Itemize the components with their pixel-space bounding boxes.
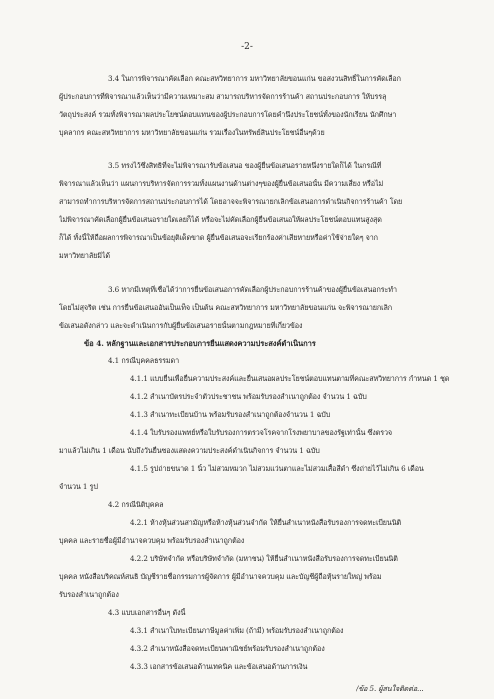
paragraph-line: ผู้ประกอบการที่พิจารณาแล้วเห็นว่ามีความเหมาะสม สามารถบริหารจัดการร้านค้า สถานประกอบการ ให้บรรลุ xyxy=(59,92,387,101)
paragraph-line: ก็ได้ ทั้งนี้ให้ถือผลการพิจารณาเป็นข้อยุติเด็ดขาด ผู้ยื่นข้อเสนอจะเรียกร้องค่าเสียหายหรือค่าใช้จ่ายใดๆ จาก xyxy=(59,233,378,242)
paragraph-line: ไม่พิจารณาคัดเลือกผู้ยื่นข้อเสนอรายใดเลยก็ได้ หรือจะไม่คัดเลือกผู้ยื่นข้อเสนอให้ผลประโยชน์ตอบแทนสูงสุด xyxy=(59,215,382,224)
list-item: 4.2.2 บริษัทจำกัด หรือบริษัทจำกัด (มหาชน) ให้ยื่นสำเนาหนังสือรับรองการจดทะเบียนนิติ xyxy=(130,554,398,563)
list-item: 4.1.2 สำเนาบัตรประจำตัวประชาชน พร้อมรับรองสำเนาถูกต้อง จำนวน 1 ฉบับ xyxy=(130,392,367,401)
paragraph-line: 3.6 หากมีเหตุที่เชื่อได้ว่าการยื่นข้อเสนอการคัดเลือกผู้ประกอบการร้านค้าของผู้ยื่นข้อเสนอกระทำ xyxy=(108,285,397,294)
list-item: 4.1.5 รูปถ่ายขนาด 1 นิ้ว ไม่สวมหมวก ไม่สวมแว่นตาและไม่สวมเสื้อสีดำ ซึ่งถ่ายไว้ไม่เกิน 6 เดือน xyxy=(130,464,424,473)
list-item: 4.2.1 ห้างหุ้นส่วนสามัญหรือห้างหุ้นส่วนจำกัด ให้ยื่นสำเนาหนังสือรับรองการจดทะเบียนนิติ xyxy=(130,518,402,527)
paragraph-line: จำนวน 1 รูป xyxy=(59,482,98,491)
paragraph-line: บุคคล และรายชื่อผู้มีอำนาจควบคุม พร้อมรับรองสำเนาถูกต้อง xyxy=(59,536,245,545)
paragraph-line: บุคคล หนังสือบริคณห์สนธิ บัญชีรายชื่อกรรมการผู้จัดการ ผู้มีอำนาจควบคุม และบัญชีผู้ถือหุ้นรายใหญ่ พร้อม xyxy=(59,572,382,581)
paragraph-line: 3.4 ในการพิจารณาคัดเลือก คณะสหวิทยาการ มหาวิทยาลัยขอนแก่น ขอสงวนสิทธิ์ในการคัดเลือก xyxy=(108,74,401,83)
section-heading: ข้อ 4. หลักฐานและเอกสารประกอบการยื่นแสดงความประสงค์ดำเนินการ xyxy=(84,339,316,348)
paragraph-line: รับรองสำเนาถูกต้อง xyxy=(59,590,119,599)
paragraph-line: พิจารณาแล้วเห็นว่า แผนการบริหารจัดการรวมทั้งแผนงานด้านต่างๆของผู้ยื่นข้อเสนอนั้น มีความเสี่ยง หรือไม่ xyxy=(59,179,384,188)
paragraph-line: วัตถุประสงค์ รวมทั้งพิจารณาผลประโยชน์ตอบแทนของผู้ประกอบการโดยคำนึงประโยชน์ทั้งของนักเรียน นักศึกษา xyxy=(59,110,397,119)
paragraph-line: สามารถทำการบริหารจัดการสถานประกอบการได้ โดยอาจจะพิจารณายกเลิกข้อเสนอการดำเนินกิจการร้านค้า โดย xyxy=(59,197,403,206)
list-item: 4.1.1 แบบยื่นเพื่อยื่นความประสงค์และยื่นเสนอผลประโยชน์ตอบแทนตามที่คณะสหวิทยาการ กำหนด 1 ชุด xyxy=(130,374,450,383)
subsection-heading: 4.3 แบบเอกสารอื่นๆ ดังนี้ xyxy=(108,608,186,617)
paragraph-line: ข้อเสนอดังกล่าว และจะดำเนินการกับผู้ยื่นข้อเสนอรายนั้นตามกฎหมายที่เกี่ยวข้อง xyxy=(59,321,303,330)
paragraph-line: มาแล้วไม่เกิน 1 เดือน นับถึงวันยื่นซองแสดงความประสงค์ดำเนินกิจการ จำนวน 1 ฉบับ xyxy=(59,446,320,455)
subsection-heading: 4.1 กรณีบุคคลธรรมดา xyxy=(108,356,180,365)
subsection-heading: 4.2 กรณีนิติบุคคล xyxy=(108,500,164,509)
paragraph-line: มหาวิทยาลัยมิได้ xyxy=(59,251,110,260)
list-item: 4.3.1 สำเนาใบทะเบียนภาษีมูลค่าเพิ่ม (ถ้ามี) พร้อมรับรองสำเนาถูกต้อง xyxy=(130,626,344,635)
paragraph-line: 3.5 ทรงไว้ซึ่งสิทธิที่จะไม่พิจารณารับข้อเสนอ ของผู้ยื่นข้อเสนอรายหนึ่งรายใดก็ได้ ในกรณีที่ xyxy=(108,161,382,170)
list-item: 4.3.3 เอกสารข้อเสนอด้านเทคนิค และข้อเสนอด้านการเงิน xyxy=(130,662,308,671)
paragraph-line: โดยไม่สุจริต เช่น การยื่นข้อเสนออันเป็นเท็จ เป็นต้น คณะสหวิทยาการ มหาวิทยาลัยขอนแก่น จะพิจารณายกเลิก xyxy=(59,303,393,312)
page-number: -2- xyxy=(241,42,253,52)
list-item: 4.3.2 สำเนาหนังสือจดทะเบียนพาณิชย์พร้อมรับรองสำเนาถูกต้อง xyxy=(130,644,325,653)
continuation-note: /ข้อ 5. ผู้สนใจติดต่อ... xyxy=(356,684,424,693)
list-item: 4.1.3 สำเนาทะเบียนบ้าน พร้อมรับรองสำเนาถูกต้องจำนวน 1 ฉบับ xyxy=(130,410,331,419)
list-item: 4.1.4 ใบรับรองแพทย์หรือใบรับรองการตรวจโรคจากโรงพยาบาลของรัฐเท่านั้น ซึ่งตรวจ xyxy=(130,428,393,437)
paragraph-line: บุคลากร คณะสหวิทยาการ มหาวิทยาลัยขอนแก่น รวมเรื่องในทรัพย์สินประโยชน์อื่นๆด้วย xyxy=(59,128,325,137)
